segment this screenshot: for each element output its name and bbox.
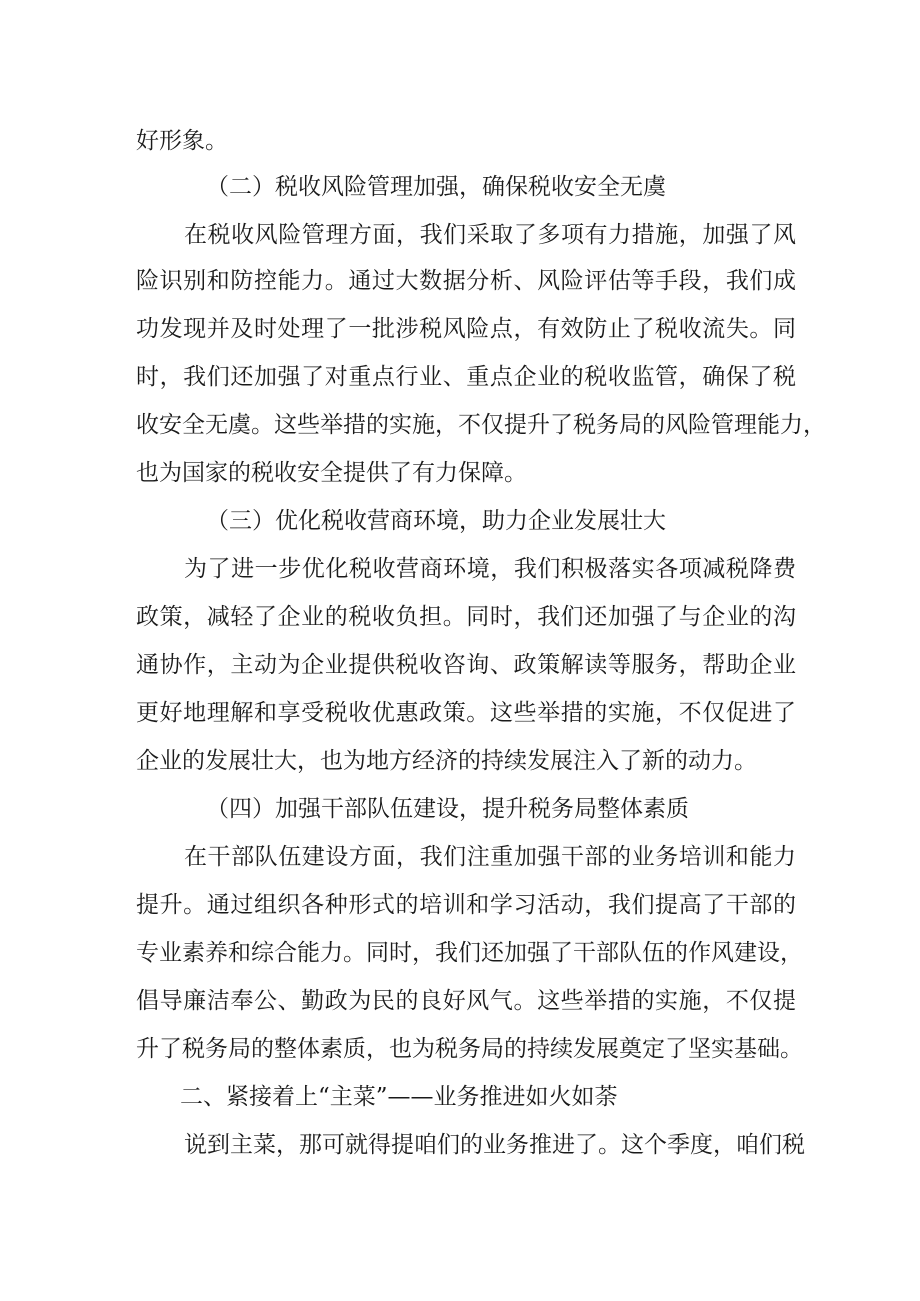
paragraph-line: 升了税务局的整体素质，也为税务局的持续发展奠定了坚实基础。 bbox=[136, 1036, 803, 1062]
section-heading: （四）加强干部队伍建设，提升税务局整体素质 bbox=[206, 796, 689, 822]
paragraph-line: 也为国家的税收安全提供了有力保障。 bbox=[136, 460, 527, 486]
section-heading: （二）税收风险管理加强，确保税收安全无虞 bbox=[206, 174, 666, 200]
paragraph-line: 说到主菜，那可就得提咱们的业务推进了。这个季度，咱们税 bbox=[184, 1132, 805, 1158]
paragraph-line: 险识别和防控能力。通过大数据分析、风险评估等手段，我们成 bbox=[136, 268, 796, 294]
paragraph-line: 功发现并及时处理了一批涉税风险点，有效防止了税收流失。同 bbox=[136, 316, 796, 342]
paragraph-line: 更好地理解和享受税收优惠政策。这些举措的实施，不仅促进了 bbox=[136, 700, 796, 726]
section-heading: （三）优化税收营商环境，助力企业发展壮大 bbox=[206, 508, 666, 534]
paragraph-line: 为了进一步优化税收营商环境，我们积极落实各项减税降费 bbox=[184, 556, 796, 582]
paragraph-line: 收安全无虞。这些举措的实施，不仅提升了税务局的风险管理能力， bbox=[136, 412, 826, 438]
paragraph-line: 专业素养和综合能力。同时，我们还加强了干部队伍的作风建设， bbox=[136, 940, 803, 966]
paragraph-line: 提升。通过组织各种形式的培训和学习活动，我们提高了干部的 bbox=[136, 892, 796, 918]
chapter-heading: 二、紧接着上“主菜”——业务推进如火如荼 bbox=[180, 1084, 618, 1110]
paragraph-line: 倡导廉洁奉公、勤政为民的良好风气。这些举措的实施，不仅提 bbox=[136, 988, 796, 1014]
paragraph-line: 好形象。 bbox=[136, 128, 228, 154]
paragraph-line: 在干部队伍建设方面，我们注重加强干部的业务培训和能力 bbox=[184, 844, 796, 870]
paragraph-line: 政策，减轻了企业的税收负担。同时，我们还加强了与企业的沟 bbox=[136, 604, 796, 630]
paragraph-line: 时，我们还加强了对重点行业、重点企业的税收监管，确保了税 bbox=[136, 364, 796, 390]
paragraph-line: 通协作，主动为企业提供税收咨询、政策解读等服务，帮助企业 bbox=[136, 652, 796, 678]
paragraph-line: 在税收风险管理方面，我们采取了多项有力措施，加强了风 bbox=[184, 222, 796, 248]
paragraph-line: 企业的发展壮大，也为地方经济的持续发展注入了新的动力。 bbox=[136, 748, 757, 774]
